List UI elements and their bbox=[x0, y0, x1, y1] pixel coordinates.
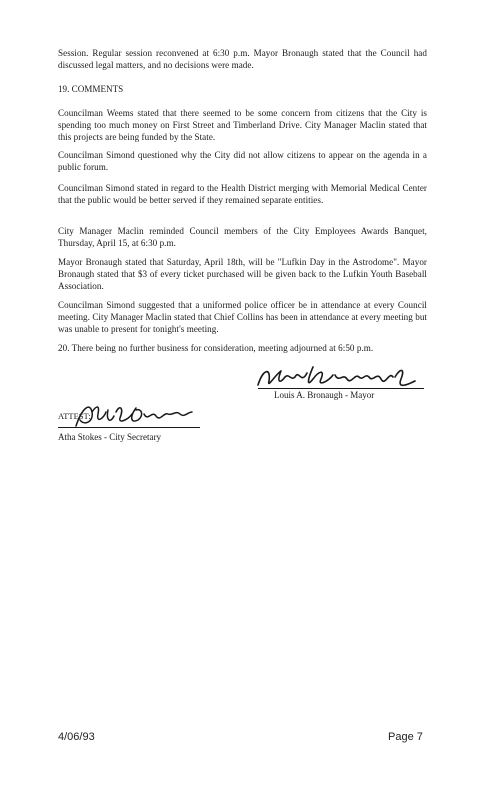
mayor-signature-line bbox=[258, 388, 424, 389]
comment-paragraph-3: Councilman Simond stated in regard to the Health District merging with Memorial Medical Center that the public would be better served if they remained separate entities. bbox=[58, 183, 427, 205]
adjournment-paragraph: 20. There being no further business for consideration, meeting adjourned at 6:50 p.m. bbox=[58, 343, 374, 353]
comment-paragraph-5: Mayor Bronaugh stated that Saturday, April 18th, will be "Lufkin Day in the Astrodome". Mayor Bronaugh stated that $3 of every ticket purchased will be given back to the Lufkin Youth Baseball Association. bbox=[58, 257, 427, 291]
comment-paragraph-4: City Manager Maclin reminded Council members of the City Employees Awards Banquet, Thursday, April 15, at 6:30 p.m. bbox=[58, 226, 427, 248]
attest-label: ATTEST: bbox=[58, 411, 91, 421]
footer-date: 4/06/93 bbox=[58, 731, 95, 743]
session-close-paragraph bbox=[58, 47, 427, 71]
comment-paragraph-1: Councilman Weems stated that there seemed to be some concern from citizens that the City is spending too much money on First Street and Timberland Drive. City Manager Maclin stated that this projects are being funded by the State. bbox=[58, 108, 427, 142]
footer-page-number: Page 7 bbox=[388, 731, 423, 743]
session-close-text: Session. Regular session reconvened at 6:30 p.m. Mayor Bronaugh stated that the Council had discussed legal matters, and no decisions were made. bbox=[58, 48, 427, 70]
mayor-caption: Louis A. Bronaugh - Mayor bbox=[274, 390, 375, 400]
secretary-signature-line bbox=[58, 427, 200, 428]
comment-paragraph-2: Councilman Simond questioned why the City did not allow citizens to appear on the agenda in a public forum. bbox=[58, 150, 427, 172]
comment-paragraph-6: Councilman Simond suggested that a uniformed police officer be in attendance at every Council meeting. City Manager Maclin stated that Chief Collins has been in attendance at every meeting but was unable to present for tonight's meeting. bbox=[58, 300, 427, 334]
comments-heading: 19. COMMENTS bbox=[58, 84, 124, 94]
secretary-caption: Atha Stokes - City Secretary bbox=[58, 432, 161, 442]
